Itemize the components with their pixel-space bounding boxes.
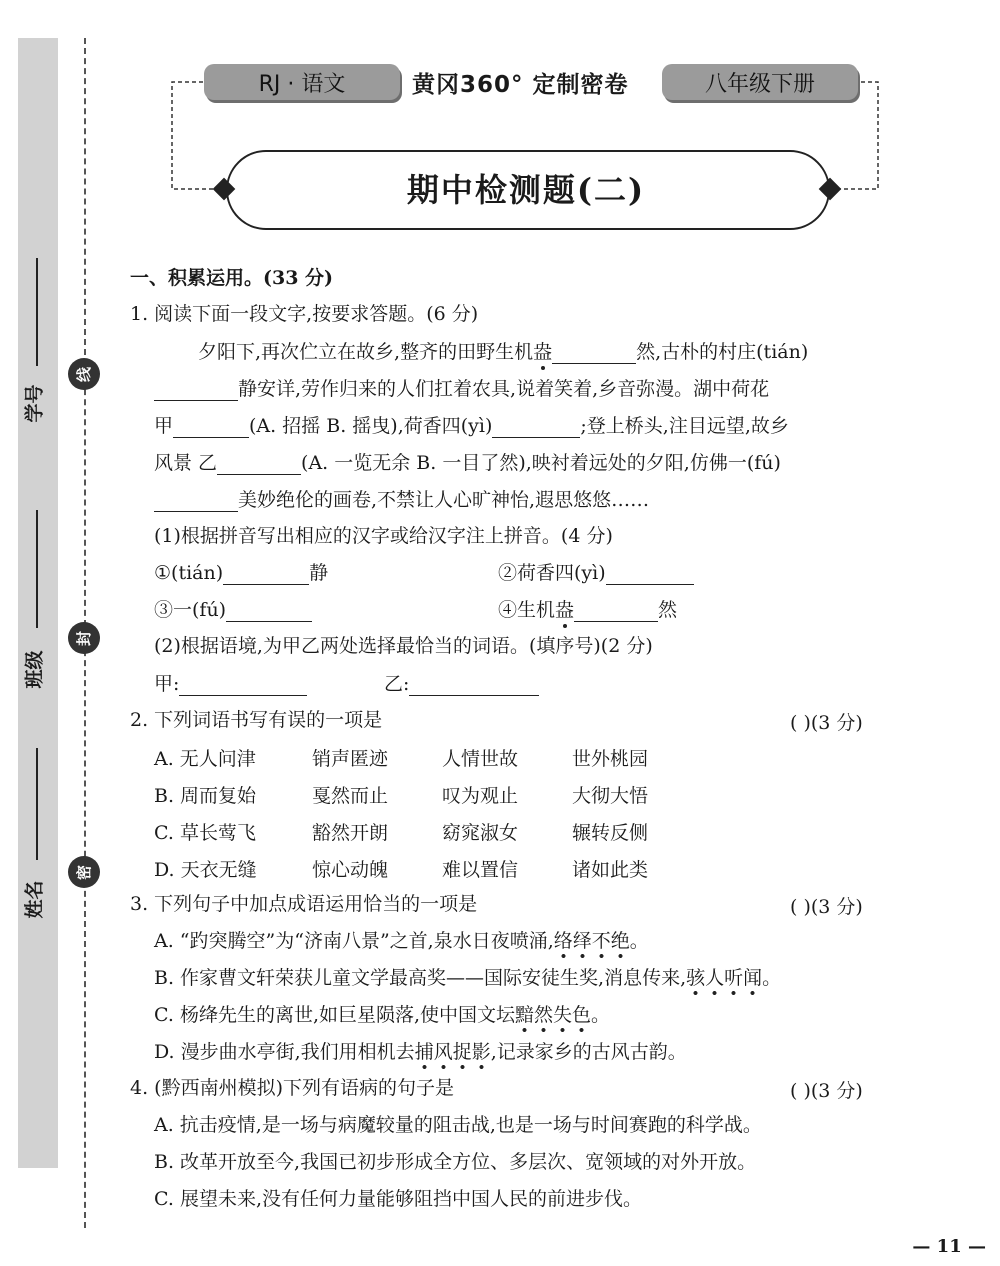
class-label: 班级 [23,650,46,689]
q2-word: 世外桃园 [572,748,649,770]
q4-option-b: B. 改革开放至今,我国已初步形成全方位、多层次、宽领域的对外开放。 [154,1151,757,1173]
q2-word: 诸如此类 [572,859,649,881]
q1-s2: ②荷香四(yì) [498,561,694,585]
q2-word: 辗转反侧 [572,822,649,844]
answer-jia[interactable] [179,675,307,696]
q2-word: 戛然而止 [312,785,389,807]
q3-option-a: A. “趵突腾空”为“济南八景”之首,泉水日夜喷涌,络绎不绝。 [154,929,649,953]
q2-word: 人情世故 [442,748,519,770]
dotted-idiom: 黯然失色 [515,1004,591,1033]
dotted-idiom: 骇人听闻 [686,967,762,996]
q3-option-c: C. 杨绛先生的离世,如巨星陨落,使中国文坛黯然失色。 [154,1003,610,1027]
q2-word: 叹为观止 [442,785,519,807]
q1-passage-line5: 美妙绝伦的画卷,不禁让人心旷神怡,遐思悠悠…… [154,488,649,512]
q1-s4: ④生机盎 然 [498,599,678,621]
page-title: 期中检测题(二) [406,171,646,209]
q4-stem: 4. (黔西南州模拟)下列有语病的句子是 [130,1077,454,1099]
q4-option-c: C. 展望未来,没有任何力量能够阻挡中国人民的前进步伐。 [154,1188,642,1210]
student-id-field[interactable] [36,258,38,366]
class-field[interactable] [36,510,38,628]
q2-option: B. 周而复始 [154,785,257,807]
section-heading: 一、积累运用。(33 分) [130,267,334,289]
q4-option-a: A. 抗击疫情,是一场与病魔较量的阻击战,也是一场与时间赛跑的科学战。 [154,1114,762,1136]
q1-s1: ①(tián) 静 [154,562,329,584]
q3-option-b: B. 作家曹文轩荣获儿童文学最高奖——国际安徒生奖,消息传来,骇人听闻。 [154,966,781,990]
answer-s4[interactable] [574,601,658,622]
seal-dense-mark: 密 [68,856,100,888]
q2-word: 窈窕淑女 [442,822,519,844]
name-field[interactable] [36,748,38,860]
subject-pill: RJ · 语文 [204,64,400,100]
answer-yi[interactable] [409,675,539,696]
binding-strip [18,38,58,1168]
q2-word: 难以置信 [442,859,519,881]
q1-passage-line3: 甲 (A. 招摇 B. 摇曳),荷香四(yì) ;登上桥头,注目远望,故乡 [154,415,789,437]
blank-tian[interactable] [154,380,238,401]
q2-answer-slot[interactable]: ( )(3 分) [790,712,863,734]
blank-yi-pinyin[interactable] [492,417,580,438]
q2-option: C. 草长莺飞 [154,822,256,844]
q2-option: D. 天衣无缝 [154,859,257,881]
answer-s1[interactable] [223,564,309,585]
q1-passage-line1: 夕阳下,再次伫立在故乡,整齐的田野生机盎 然,古朴的村庄(tián) [198,341,809,363]
q1-sub1: (1)根据拼音写出相应的汉字或给汉字注上拼音。(4 分) [154,525,613,547]
q2-stem: 2. 下列词语书写有误的一项是 [130,709,383,731]
q1-sub2: (2)根据语境,为甲乙两处选择最恰当的词语。(填序号)(2 分) [154,635,653,657]
blank-ang[interactable] [552,343,636,364]
name-label: 姓名 [23,880,46,919]
student-id-label: 学号 [23,384,46,423]
q4-answer-slot[interactable]: ( )(3 分) [790,1080,863,1102]
q1-passage-line4: 风景 乙 (A. 一览无余 B. 一目了然),映衬着远处的夕阳,仿佛一(fú) [154,452,781,474]
blank-fu[interactable] [154,491,238,512]
blank-yi[interactable] [217,454,301,475]
q3-answer-slot[interactable]: ( )(3 分) [790,896,863,918]
seal-seal-mark: 封 [68,622,100,654]
q1-jia-answer: 甲: [154,672,307,696]
q1-yi-answer: 乙: [384,672,539,696]
q2-word: 豁然开朗 [312,822,389,844]
answer-s3[interactable] [226,601,312,622]
q2-word: 销声匿迹 [312,748,389,770]
grade-pill: 八年级下册 [662,64,858,100]
series-name: 黄冈360° 定制密卷 [412,72,629,98]
q1-s3: ③一(fú) [154,598,312,622]
q3-stem: 3. 下列句子中加点成语运用恰当的一项是 [130,893,478,915]
page-number: — 11 — [912,1236,986,1257]
q2-option: A. 无人问津 [154,748,256,770]
dotted-idiom: 捕风捉影 [415,1041,491,1070]
q1-stem: 1. 阅读下面一段文字,按要求答题。(6 分) [130,303,479,325]
blank-jia[interactable] [173,417,249,438]
q2-word: 惊心动魄 [312,859,389,881]
answer-s2[interactable] [606,564,694,585]
q2-word: 大彻大悟 [572,785,649,807]
q3-option-d: D. 漫步曲水亭街,我们用相机去捕风捉影,记录家乡的古风古韵。 [154,1040,687,1064]
seal-line-mark: 线 [68,358,100,390]
q1-passage-line2: 静安详,劳作归来的人们扛着农具,说着笑着,乡音弥漫。湖中荷花 [154,377,769,401]
dotted-idiom: 络绎不绝 [554,930,630,959]
